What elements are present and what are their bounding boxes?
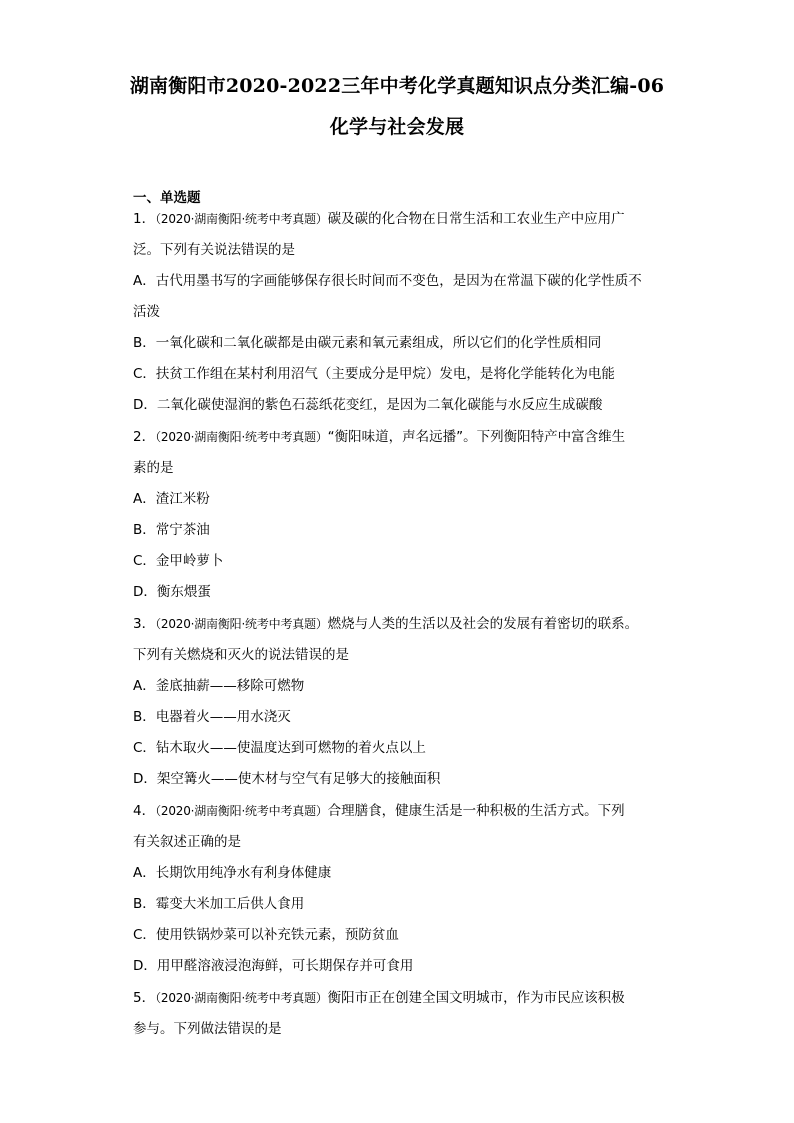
question-1-option-b: B．一氧化碳和二氧化碳都是由碳元素和氧元素组成，所以它们的化学性质相同 bbox=[133, 335, 602, 351]
document-title-line-1: 湖南衡阳市2020-2022三年中考化学真题知识点分类汇编-06 bbox=[129, 75, 665, 97]
document-title-line-2: 化学与社会发展 bbox=[329, 116, 465, 138]
question-4-stem bbox=[133, 802, 625, 820]
question-4-option-b: B．霉变大米加工后供人食用 bbox=[133, 896, 305, 912]
question-text: 碳及碳的化合物在日常生活和工农业生产中应用广 bbox=[327, 211, 625, 227]
question-1-option-a: A．古代用墨书写的字画能够保存很长时间而不变色，是因为在常温下碳的化学性质不 bbox=[133, 273, 642, 289]
question-3-stem-continued: 下列有关燃烧和灭火的说法错误的是 bbox=[133, 647, 349, 663]
question-text: 燃烧与人类的生活以及社会的发展有着密切的联系。 bbox=[327, 616, 639, 632]
question-text: 合理膳食，健康生活是一种积极的生活方式。下列 bbox=[327, 803, 625, 819]
question-source: （2020·湖南衡阳·统考中考真题） bbox=[155, 212, 328, 226]
question-number: 5． bbox=[133, 990, 156, 1006]
question-2-stem-continued: 素的是 bbox=[133, 460, 174, 476]
question-4-option-d: D．用甲醛溶液浸泡海鲜，可长期保存并可食用 bbox=[133, 958, 414, 974]
question-4-option-c: C．使用铁锅炒菜可以补充铁元素，预防贫血 bbox=[133, 927, 399, 943]
question-3-option-b: B．电器着火——用水浇灭 bbox=[133, 709, 291, 725]
question-5-stem-continued: 参与。下列做法错误的是 bbox=[133, 1021, 282, 1037]
question-number: 2． bbox=[133, 429, 156, 445]
question-3-option-d: D．架空篝火——使木材与空气有足够大的接触面积 bbox=[133, 771, 441, 787]
question-number: 4． bbox=[133, 803, 156, 819]
section-heading: 一、单选题 bbox=[133, 190, 201, 206]
question-1-option-a-continued: 活泼 bbox=[133, 304, 160, 320]
question-3-option-c: C．钻木取火——使温度达到可燃物的着火点以上 bbox=[133, 740, 426, 756]
question-3-stem bbox=[133, 615, 638, 633]
question-2-option-d: D．衡东煨蛋 bbox=[133, 584, 211, 600]
question-source: （2020·湖南衡阳·统考中考真题） bbox=[155, 804, 328, 818]
question-source: （2020·湖南衡阳·统考中考真题） bbox=[155, 991, 328, 1005]
question-2-option-b: B．常宁茶油 bbox=[133, 522, 210, 538]
question-number: 3． bbox=[133, 616, 156, 632]
question-4-stem-continued: 有关叙述正确的是 bbox=[133, 834, 241, 850]
question-2-stem bbox=[133, 428, 625, 446]
question-number: 1． bbox=[133, 211, 156, 227]
question-3-option-a: A．釜底抽薪——移除可燃物 bbox=[133, 678, 305, 694]
question-source: （2020·湖南衡阳·统考中考真题） bbox=[155, 617, 328, 631]
question-1-option-c: C．扶贫工作组在某村利用沼气（主要成分是甲烷）发电，是将化学能转化为电能 bbox=[133, 366, 615, 382]
question-2-option-a: A．渣江米粉 bbox=[133, 491, 210, 507]
question-source: （2020·湖南衡阳·统考中考真题） bbox=[155, 430, 328, 444]
question-1-stem bbox=[133, 210, 625, 228]
question-2-option-c: C．金甲岭萝卜 bbox=[133, 553, 224, 569]
question-1-stem-continued: 泛。下列有关说法错误的是 bbox=[133, 242, 295, 258]
question-1-option-d: D．二氧化碳使湿润的紫色石蕊纸花变红，是因为二氧化碳能与水反应生成碳酸 bbox=[133, 397, 603, 413]
question-text: 衡阳市正在创建全国文明城市，作为市民应该积极 bbox=[327, 990, 625, 1006]
question-5-stem bbox=[133, 989, 625, 1007]
question-4-option-a: A．长期饮用纯净水有利身体健康 bbox=[133, 865, 332, 881]
question-text: “衡阳味道，声名远播”。下列衡阳特产中富含维生 bbox=[327, 429, 626, 445]
